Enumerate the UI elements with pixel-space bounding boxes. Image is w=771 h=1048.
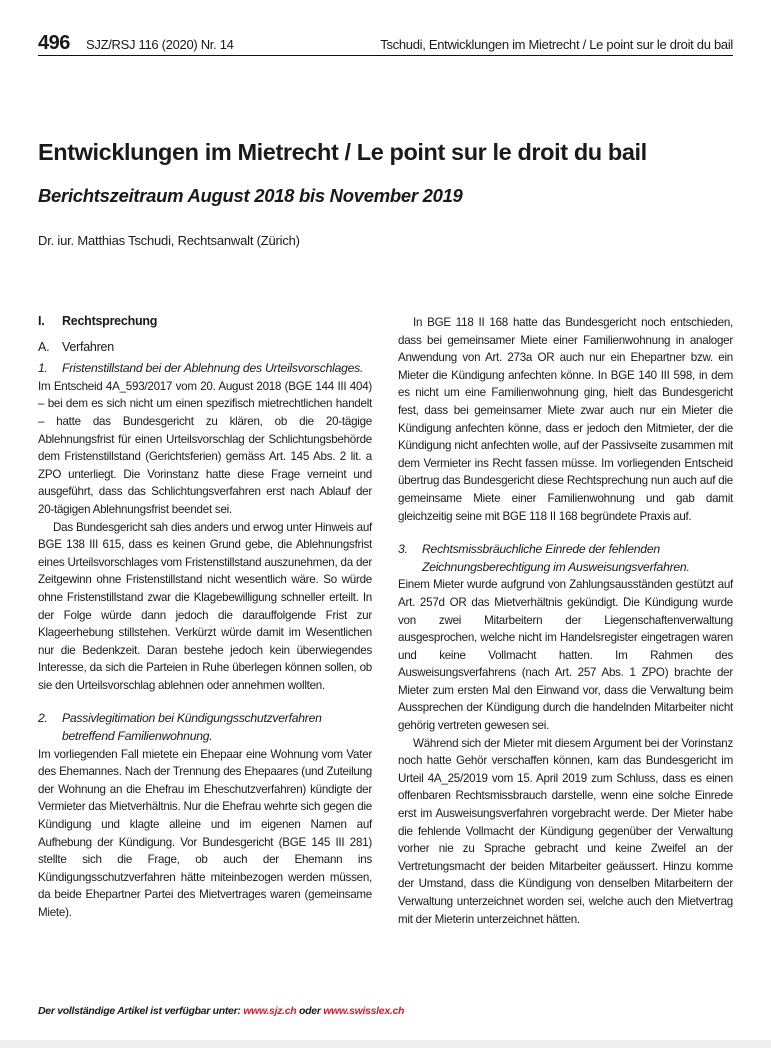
paragraph: Einem Mieter wurde aufgrund von Zahlungsausständen gestützt auf Art. 257d OR das Mietverhältnis gekündigt. Die Kündigung wurde von zwei Mitarbeitern der Liegenschaftenverwaltung ausgesprochen, welche nicht im Handelsregister eingetragen waren und keine Vollmacht hatten. Im Rahmen des Ausweisungsverfahrens (nach Art. 257 Abs. 1 ZPO) brachte der Mieter zum ersten Mal den Einwand vor, dass die Verwaltung beim Aussprechen der Kündigung durch die handelnden Mitarbeiter nicht gehörig vertreten gewesen sei.	[398, 578, 733, 733]
paragraph: Während sich der Mieter mit diesem Argument bei der Vorinstanz noch hatte Gehör verschaffen können, kam das Bundesgericht im Urteil 4A_25/2019 vom 15. April 2019 zum Schluss, dass es einen offenbaren Rechtsmissbrauch darstelle, wenn eine solche Einrede erst im Ausweisungsverfahren vorgebracht werde. Der Mieter habe die fehlende Vollmacht der Kündigung gegenüber der Verwaltung vorher nie zu Sprache gebracht und keine Zweifel an der Vertretungsmacht der beiden Mitarbeiter geäussert. Hinzu komme der Umstand, dass die Kündigung von denselben Mitarbeitern der Verwaltung unterzeichnet worden sei, welche auch den Mietvertrag mit der Mieterin unterzeichnet hätten.	[398, 736, 733, 926]
item-number: 3.	[398, 542, 408, 557]
availability-text: Der vollständige Artikel ist verfügbar unter:	[38, 1005, 241, 1017]
page-number: 496	[38, 32, 70, 54]
item-number: 1.	[38, 361, 48, 376]
paragraph: In BGE 118 II 168 hatte das Bundesgericht noch entschieden, dass bei gemeinsamer Miete einer Familienwohnung in analoger Anwendung von Art. 273a OR auch nur ein Ehepartner bzw. ein Mieter die Kündigung anfechten könne. In BGE 140 III 598, in dem es nicht um eine Familienwohnung ging, hielt das Bundesgericht fest, dass bei gemeinsamer Miete zwar auch nur ein Mieter die Kündigung anfechten könne, dass er jedoch den Mitmieter, der die Kündigung nicht anfechten wolle, auf der Passivseite zusammen mit dem Vermieter ins Recht fassen müsse. Im vorliegenden Entscheid übertrug das Bundesgericht diese Rechtsprechung nun auch auf die gemeinsame Miete einer Familienwohnung und gab damit gleichzeitig seine mit BGE 118 II 168 begründete Praxis auf.	[398, 316, 733, 523]
conjunction: oder	[299, 1005, 321, 1017]
article-subtitle: Berichtszeitraum August 2018 bis November 2019	[38, 185, 463, 206]
subsection-heading	[38, 339, 372, 357]
section-heading	[38, 313, 372, 331]
swisslex-link[interactable]: www.swisslex.ch	[323, 1005, 405, 1017]
item-title: Fristenstillstand bei der Ablehnung des Urteilsvorschlages.	[62, 361, 364, 376]
right-column	[398, 314, 733, 928]
paragraph: Im Entscheid 4A_593/2017 vom 20. August 2018 (BGE 144 III 404) – bei dem es sich nicht um einen spezifisch mietrechtlichen handelt – hatte das Bundesgericht zu klären, ob die 20-tägige Ablehnungsfrist für einen Urteilsvorschlag der Schlichtungsbehörde dem Fristenstillstand (Gerichtsferien) gemäss Art. 145 Abs. 2 lit. a ZPO unterliegt. Die Vorinstanz hatte diese Frage verneint und ausgeführt, dass das Schlichtungsverfahren erst nach Ablauf der 20-tägigen Ablehnungsfrist beendet sei.	[38, 379, 372, 516]
author-line: Dr. iur. Matthias Tschudi, Rechtsanwalt (Zürich)	[38, 233, 300, 248]
paragraph: Das Bundesgericht sah dies anders und erwog unter Hinweis auf BGE 138 III 615, dass es keinen Grund gebe, die Ablehnungsfrist eines Urteilsvorschlages vom Fristenstillstand auszunehmen, da der Zeitgewinn ohne Fristenstillstand nicht wesentlich wäre. So würde ohne Fristenstillstand zwar die Klagebewilligung schneller erteilt. In der Folge würde dann jedoch die darauffolgende Frist zur Klageerhebung stillstehen. Verkürzt würde damit im Wesentlichen nur die Bedenkzeit. Daran bestehe jedoch kein überwiegendes Interesse, da sich die Parteien in Ruhe überlegen können sollen, ob sie den Urteilsvorschlag ablehnen oder annehmen wollten.	[38, 520, 372, 692]
sjz-link[interactable]: www.sjz.ch	[243, 1005, 297, 1017]
subsection-label: Verfahren	[62, 339, 114, 354]
item-heading	[38, 710, 372, 745]
running-header	[38, 32, 733, 56]
paragraph: Im vorliegenden Fall mietete ein Ehepaar eine Wohnung vom Vater des Ehemannes. Nach der Trennung des Ehepaares (und Zuteilung der Wohnung an die Ehefrau im Eheschutzverfahren) kündigte der Vermieter das Mietverhältnis. Nur die Ehefrau wehrte sich gegen die Kündigung und klagte alleine und im eigenen Namen auf Aufhebung der Kündigung. Vor Bundesgericht (BGE 145 III 281) stellte sich die Frage, ob auch der Ehemann ins Kündigungsschutzverfahren hätte miteinbezogen werden müssen, da beide Ehepartner Partei des Mietvertrages waren (gemeinsame Miete).	[38, 747, 372, 919]
item-heading	[398, 541, 733, 576]
left-column	[38, 313, 372, 922]
item-title: Rechtsmissbräuchliche Einrede der fehlenden Zeichnungsberechtigung im Ausweisungsverfahren.	[422, 542, 690, 574]
running-title: Tschudi, Entwicklungen im Mietrecht / Le point sur le droit du bail	[380, 37, 733, 52]
journal-citation: SJZ/RSJ 116 (2020) Nr. 14	[86, 37, 234, 52]
item-number: 2.	[38, 711, 48, 726]
section-label: Rechtsprechung	[62, 314, 158, 328]
section-number: I.	[38, 314, 45, 328]
subsection-number: A.	[38, 339, 50, 354]
item-title: Passivlegitimation bei Kündigungsschutzverfahren betreffend Familienwohnung.	[62, 711, 322, 744]
item-heading	[38, 360, 372, 378]
viewer-bottom-strip	[0, 1040, 771, 1048]
availability-note	[38, 1005, 404, 1017]
article-title: Entwicklungen im Mietrecht / Le point sur le droit du bail	[38, 139, 647, 165]
